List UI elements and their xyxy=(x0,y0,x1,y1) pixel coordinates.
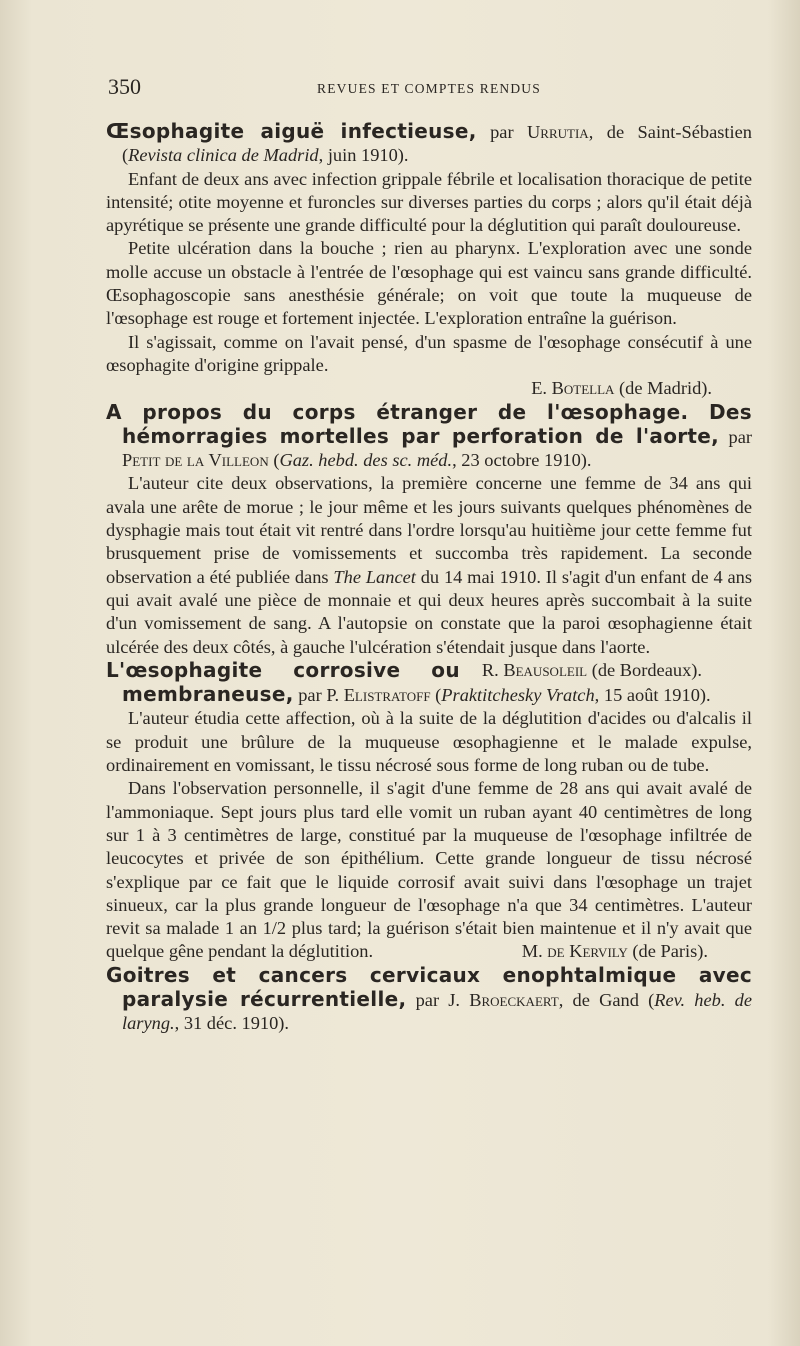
signature: E. Botella (de Madrid). xyxy=(531,378,712,399)
signature: R. Beausoleil (de Bordeaux). xyxy=(481,659,702,680)
article-heading: Œsophagite aiguë infectieuse, par Urrutia, de Saint-Sébastien (Revista clinica de Madrid, juin 1910). xyxy=(106,119,752,166)
page-header xyxy=(108,74,750,106)
article-heading: A propos du corps étranger de l'œsophage. Des hémorragies mortelles par perforation de l'aorte, par Petit de la Villeon (Gaz. hebd. des sc. méd., 23 octobre 1910). xyxy=(106,399,752,471)
running-title: REVUES ET COMPTES RENDUS xyxy=(317,81,541,96)
article-author: Petit de la Villeon xyxy=(122,450,269,471)
article-title: Goitres et cancers cervicaux enophtalmique avec paralysie récurrentielle, xyxy=(106,962,752,1011)
publication-date: , 15 août 1910). xyxy=(594,685,711,706)
publication-date: , juin 1910). xyxy=(318,145,409,166)
article-author: Urrutia xyxy=(527,122,589,142)
journal-name: Rev. heb. de laryng. xyxy=(122,989,752,1034)
article-author: Broeckaert xyxy=(469,989,559,1010)
journal-name: Revista clinica de Madrid xyxy=(128,145,319,166)
article-heading: L'œsophagite corrosive ou membraneuse, par P. Elistratoff (Praktitchesky Vratch, 15 août 1910). xyxy=(106,657,711,707)
journal-name: Gaz. hebd. des sc. méd. xyxy=(279,450,453,471)
paragraph: Enfant de deux ans avec infection grippale fébrile et localisation thoracique de petite intensité; otite moyenne et furoncles sur diverses parties du corps ; alors qu'il était déjà apyrétique se présente une grande difficulté pour la déglutition qui paraît douloureuse. xyxy=(106,168,752,236)
article-title: Œsophagite aiguë infectieuse, xyxy=(106,119,477,143)
journal-name: Praktitchesky Vratch xyxy=(441,685,595,706)
page-number: 350 xyxy=(108,74,141,99)
article-heading: Goitres et cancers cervicaux enophtalmique avec paralysie récurrentielle, par J. Broeckaert, de Gand (Rev. heb. de laryng., 31 déc. 1910). xyxy=(106,962,752,1034)
paragraph: Il s'agissait, comme on l'avait pensé, d'un spasme de l'œsophage consécutif à une œsophagite d'origine grippale. xyxy=(106,331,752,375)
article-title: L'œsophagite corrosive ou membraneuse, xyxy=(106,657,460,707)
publication-date: , 23 octobre 1910). xyxy=(452,450,592,471)
publication-date: , 31 déc. 1910). xyxy=(174,1013,290,1034)
page-body xyxy=(106,120,752,1036)
article-author: Elistratoff xyxy=(343,685,431,706)
journal-name: The Lancet xyxy=(333,566,416,587)
paragraph: Petite ulcération dans la bouche ; rien au pharynx. L'exploration avec une sonde molle accuse un obstacle à l'entrée de l'œsophage qui est vaincu sans grande difficulté. Œsophagoscopie sans anesthésie générale; on voit que toute la muqueuse de l'œsophage est rouge et fortement injectée. L'exploration entraîne la guérison. xyxy=(106,238,752,329)
paragraph: L'auteur étudia cette affection, où à la suite de la déglutition d'acides ou d'alcalis il se produit une brûlure de la muqueuse œsophagienne et le malade expulse, ordinairement en vomissant, le tissu nécrosé sous forme de long ruban ou de tube. xyxy=(106,708,752,776)
signature: M. de Kervily (de Paris). xyxy=(521,941,708,962)
article-title: A propos du corps étranger de l'œsophage. Des hémorragies mortelles par perforation de l'aorte, xyxy=(106,399,752,448)
paragraph: Dans l'observation personnelle, il s'agit d'une femme de 28 ans qui avait avalé de l'ammoniaque. Sept jours plus tard elle vomit un ruban ayant 40 centimètres de long sur 1 à 3 centimètres de large, constitué par la muqueuse de l'œsophage infiltrée de leucocytes et privée de son épithélium. Cette grande longueur de tissu nécrosé s'explique par ce fait que le liquide corrosif avait suivi dans l'œsophage un trajet sinueux, car la plus grande longueur de l'œsophage n'a que 34 centimètres. L'auteur revit sa malade 1 an 1/2 plus tard; la guérison s'était bien maintenue et il n'y avait que quelque gêne pendant la déglutition. M. de Kervily (de Paris). xyxy=(106,777,752,963)
paragraph: L'auteur cite deux observations, la première concerne une femme de 34 ans qui avala une arête de morue ; le jour même et les jours suivants quelques phénomènes de dysphagie mais tout était vit rentré dans l'ordre lorsqu'au huitième jour cette femme fut brusquement prise de vomissements et succomba très rapidement. La seconde observation a été publiée dans The Lancet du 14 mai 1910. Il s'agit d'un enfant de 4 ans qui avait avalé une pièce de monnaie et qui deux heures après succombait à la suite d'un vomissement de sang. A l'autopsie on constate que la paroi œsophagienne était ulcérée des deux côtés, à gauche l'ulcération s'étendait jusque dans l'aorte. R. Beausoleil (de Bordeaux). xyxy=(106,472,752,658)
